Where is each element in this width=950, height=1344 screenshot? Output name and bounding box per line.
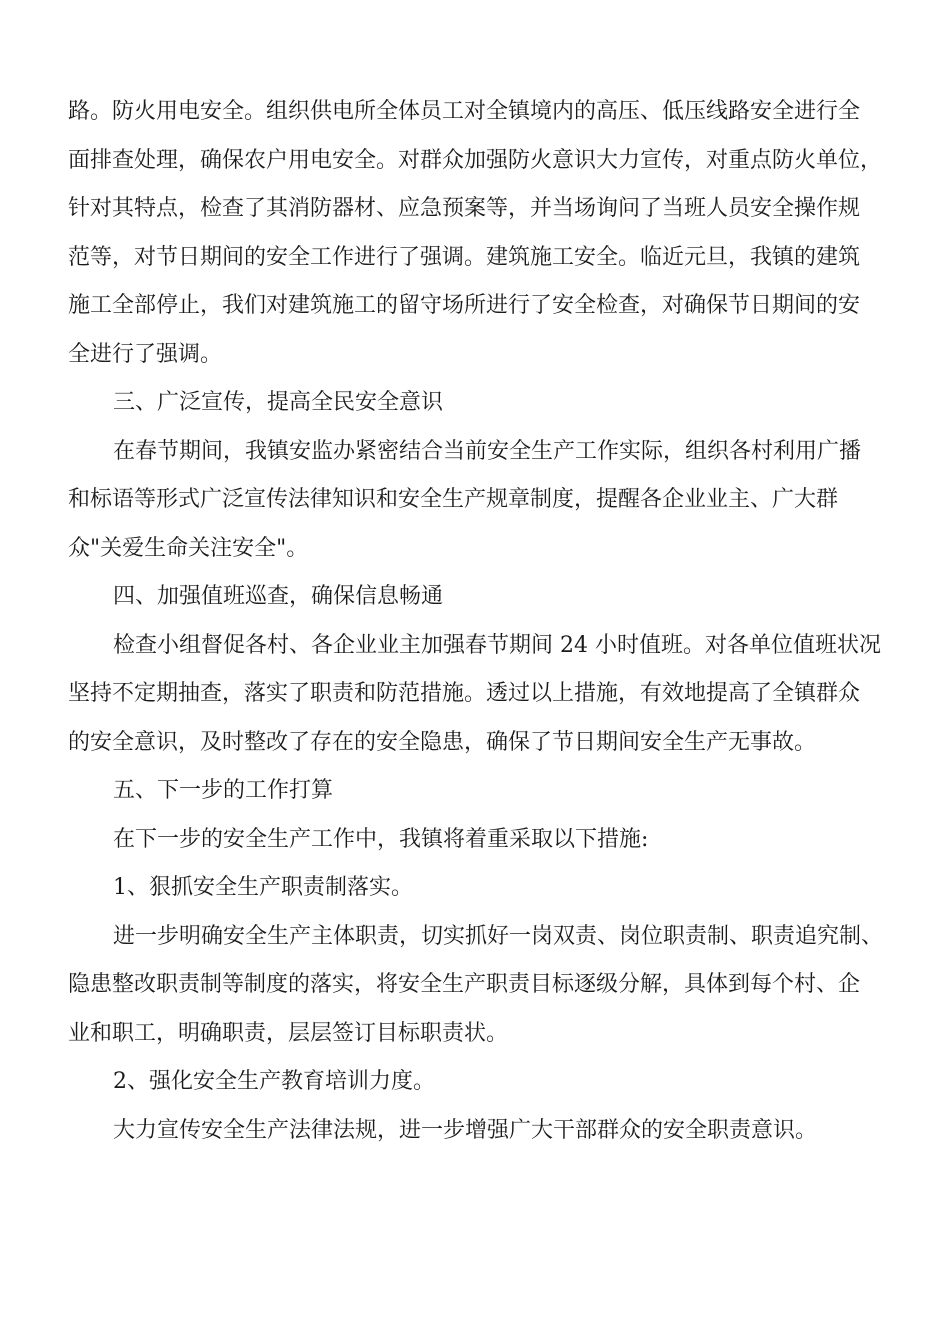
text-line: 大力宣传安全生产法律法规，进一步增强广大干部群众的安全职责意识。	[113, 1117, 818, 1143]
list-item-2	[68, 1058, 883, 1107]
text-line: 的安全意识，及时整改了存在的安全隐患，确保了节日期间安全生产无事故。	[68, 729, 817, 755]
paragraph-safety-measures	[68, 88, 883, 379]
paragraph-education	[68, 1107, 883, 1156]
text-line: 隐患整改职责制等制度的落实，将安全生产职责目标逐级分解，具体到每个村、企	[68, 972, 861, 997]
text-line: 业和职工，明确职责，层层签订目标职责状。	[68, 1020, 509, 1046]
section-heading-4	[68, 573, 883, 622]
text-line: 进一步明确安全生产主体职责，切实抓好一岗双责、岗位职责制、职责追究制、	[113, 923, 884, 949]
text-line: 路。防火用电安全。组织供电所全体员工对全镇境内的高压、低压线路安全进行全	[68, 99, 861, 124]
list-item-1	[68, 864, 883, 913]
text-line: 范等，对节日期间的安全工作进行了强调。建筑施工安全。临近元旦，我镇的建筑	[68, 244, 861, 270]
text-line: 面排查处理，确保农户用电安全。对群众加强防火意识大力宣传，对重点防火单位，	[68, 147, 883, 173]
text-line: 针对其特点，检查了其消防器材、应急预案等，并当场询问了当班人员安全操作规	[68, 196, 861, 221]
text-line: 检查小组督促各村、各企业业主加强春节期间 24 小时值班。对各单位值班状况	[113, 632, 881, 658]
list-item-text: 1、狠抓安全生产职责制落实。	[113, 875, 413, 900]
text-line: 全进行了强调。	[68, 341, 223, 367]
section-heading-3	[68, 379, 883, 428]
heading-text: 四、加强值班巡查，确保信息畅通	[113, 584, 444, 609]
text-line: 在春节期间，我镇安监办紧密结合当前安全生产工作实际，组织各村利用广播	[113, 438, 862, 464]
paragraph-publicity	[68, 428, 883, 574]
paragraph-next-steps-intro	[68, 816, 883, 865]
text-line: 施工全部停止，我们对建筑施工的留守场所进行了安全检查，对确保节日期间的安	[68, 293, 861, 318]
paragraph-duty-inspection	[68, 622, 883, 768]
text-line: 和标语等形式广泛宣传法律知识和安全生产规章制度，提醒各企业业主、广大群	[68, 487, 839, 512]
paragraph-responsibility	[68, 913, 883, 1059]
text-line: 坚持不定期抽查，落实了职责和防范措施。透过以上措施，有效地提高了全镇群众	[68, 681, 861, 706]
text-line: 在下一步的安全生产工作中，我镇将着重采取以下措施:	[113, 826, 649, 852]
document-page	[68, 88, 883, 1155]
list-item-text: 2、强化安全生产教育培训力度。	[113, 1069, 435, 1094]
heading-text: 五、下一步的工作打算	[113, 778, 334, 803]
section-heading-5	[68, 767, 883, 816]
text-line: 众"关爱生命关注安全"。	[68, 535, 309, 561]
heading-text: 三、广泛宣传，提高全民安全意识	[113, 390, 444, 415]
